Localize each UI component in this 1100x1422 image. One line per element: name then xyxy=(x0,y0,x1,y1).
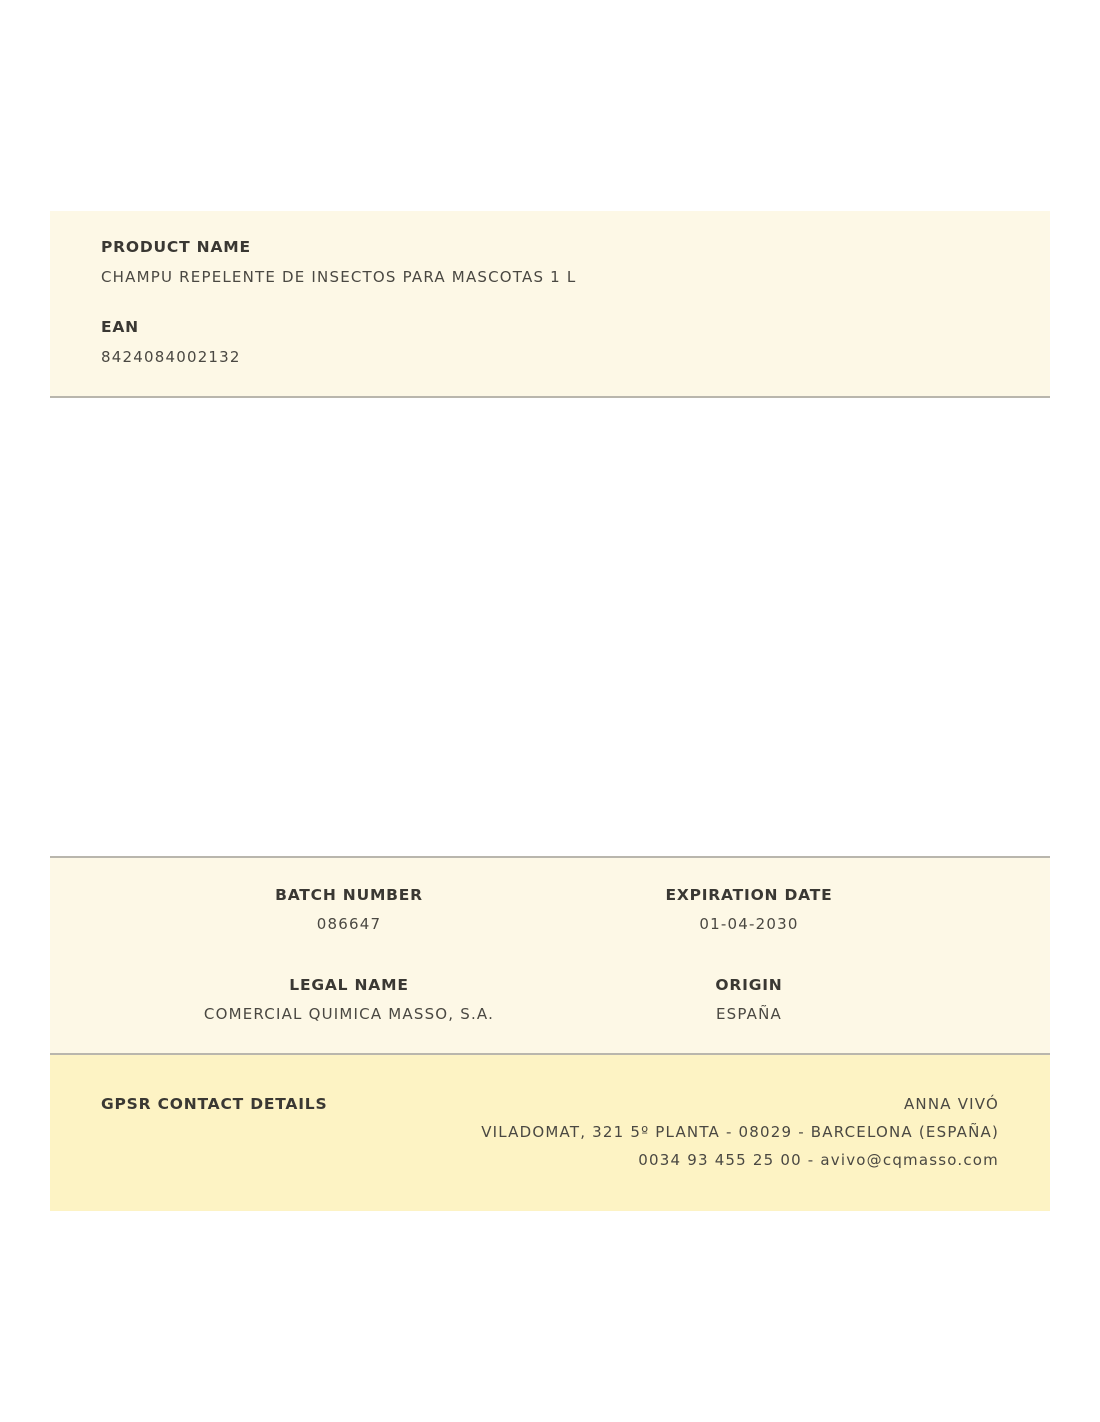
batch-number-value: 086647 xyxy=(316,915,382,933)
ean-label: EAN xyxy=(101,318,139,336)
product-name-value: CHAMPU REPELENTE DE INSECTOS PARA MASCOTAS 1 L xyxy=(101,268,577,286)
expiration-date-label: EXPIRATION DATE xyxy=(665,886,833,904)
batch-number-label: BATCH NUMBER xyxy=(275,886,423,904)
legal-name-value: COMERCIAL QUIMICA MASSO, S.A. xyxy=(203,1005,495,1023)
contact-details xyxy=(481,1094,999,1170)
contact-person-name: ANNA VIVÓ xyxy=(903,1095,999,1113)
product-info-panel xyxy=(50,211,1050,398)
product-name-field xyxy=(101,237,999,287)
legal-name-label: LEGAL NAME xyxy=(289,976,409,994)
batch-number-field xyxy=(149,885,549,934)
ean-value: 8424084002132 xyxy=(101,348,241,366)
batch-details-panel xyxy=(50,856,1050,1055)
origin-label: ORIGIN xyxy=(715,976,783,994)
contact-phone-email: 0034 93 455 25 00 - avivo@cqmasso.com xyxy=(638,1151,999,1169)
expiration-date-value: 01-04-2030 xyxy=(699,915,799,933)
legal-name-field xyxy=(149,975,549,1024)
contact-address: VILADOMAT, 321 5º PLANTA - 08029 - BARCELONA (ESPAÑA) xyxy=(481,1123,999,1141)
ean-field xyxy=(101,317,999,367)
gpsr-contact-title: GPSR CONTACT DETAILS xyxy=(101,1095,328,1113)
expiration-date-field xyxy=(549,885,949,934)
origin-field xyxy=(549,975,949,1024)
product-name-label: PRODUCT NAME xyxy=(101,238,251,256)
origin-value: ESPAÑA xyxy=(715,1005,783,1023)
gpsr-contact-panel xyxy=(50,1055,1050,1211)
